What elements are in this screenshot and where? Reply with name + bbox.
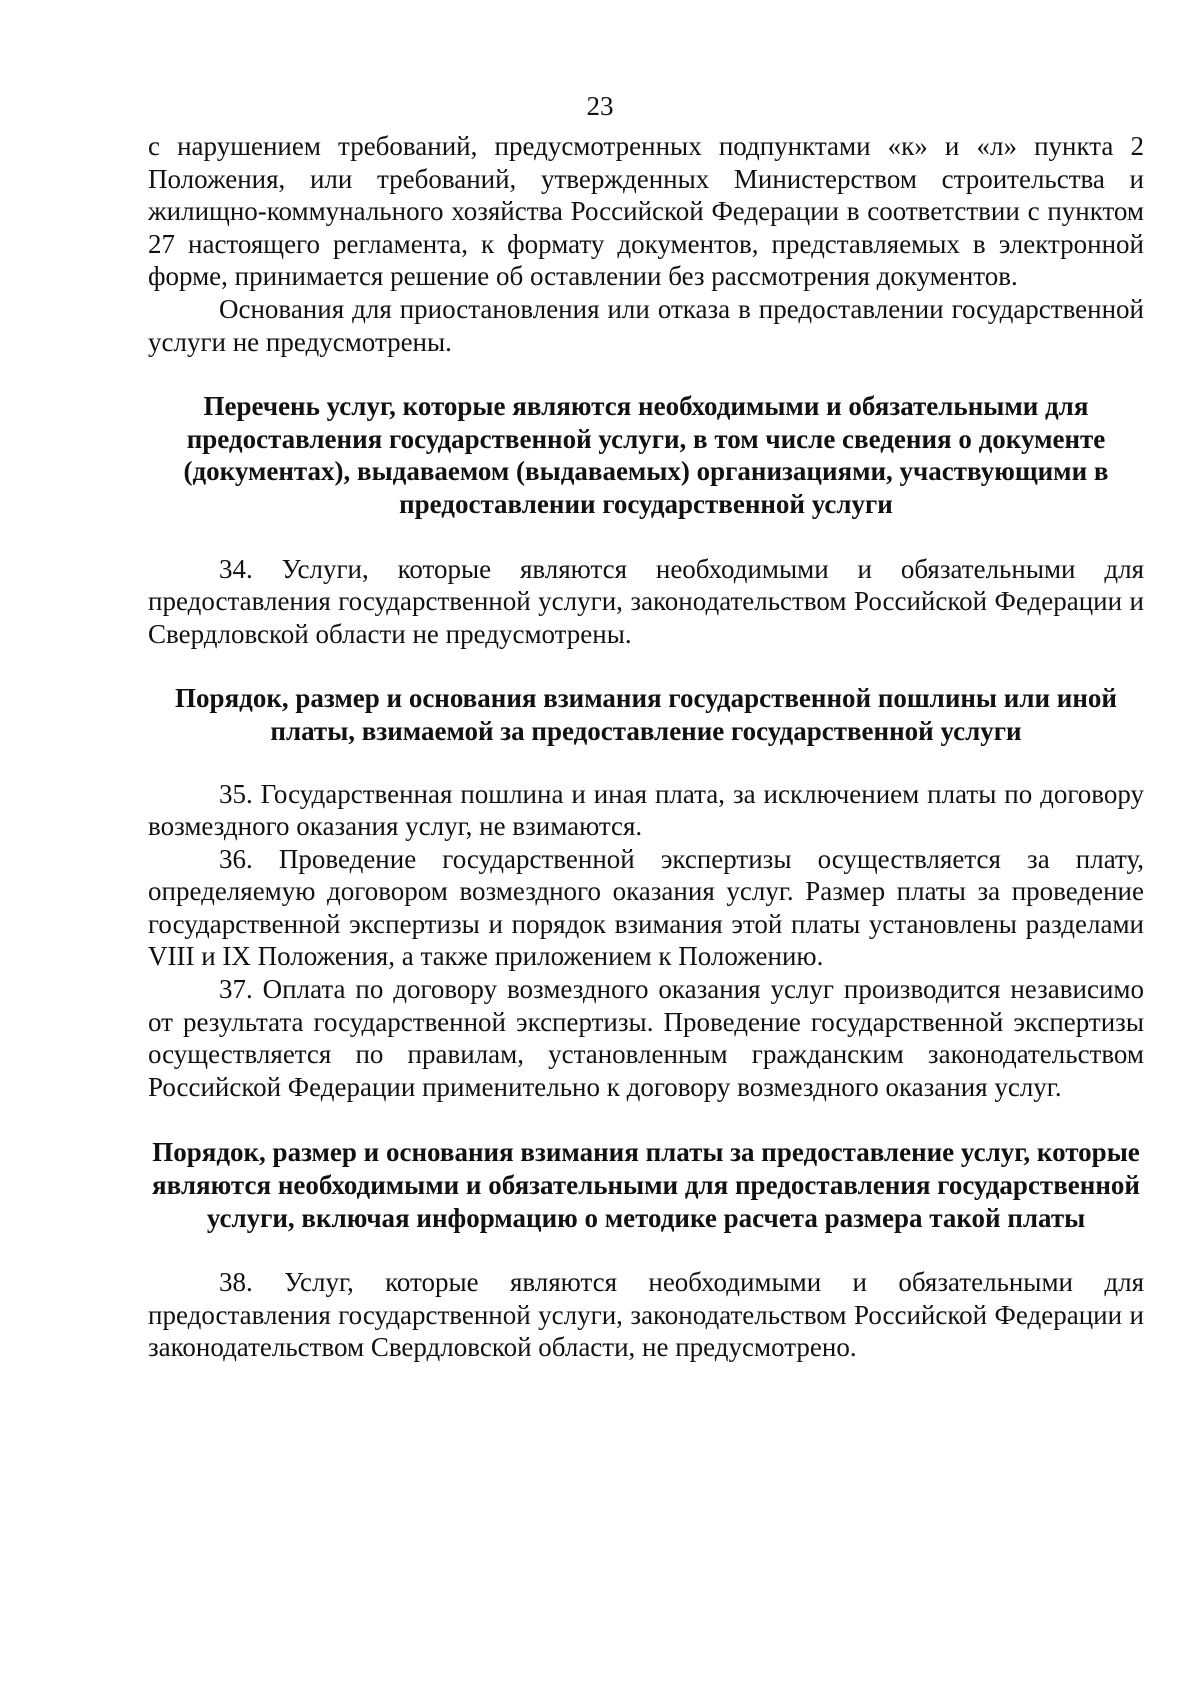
paragraph-grounds: Основания для приостановления или отказа в предоставлении государственной услуги не предусмотрены. (148, 293, 1144, 357)
spacer (148, 521, 1144, 553)
spacer (148, 358, 1144, 390)
document-body (148, 130, 1144, 1364)
paragraph-38: 38. Услуг, которые являются необходимыми и обязательными для предоставления государственной услуги, законодательством Российской Федерации и законодательством Свердловской области, не предусмотрено. (148, 1267, 1144, 1363)
section-heading-services-list: Перечень услуг, которые являются необходимыми и обязательными для предоставления государственной услуги, в том числе сведения о документе (документах), выдаваемом (выдаваемых) организациями, участвующими в предоставлении государственной услуги (183, 391, 1109, 519)
page-number: 23 (586, 91, 614, 121)
spacer (148, 1234, 1144, 1266)
paragraph-continuation: с нарушением требований, предусмотренных подпунктами «к» и «л» пункта 2 Положения, или требований, утвержденных Министерством строительства и жилищно-коммунального хозяйства Российской Федерации в соответствии с пунктом 27 настоящего регламента, к формату документов, представляемых в электронной форме, принимается решение об оставлении без рассмотрения документов. (148, 131, 1144, 292)
section-heading-state-duty: Порядок, размер и основания взимания государственной пошлины или иной платы, взимаемой за предоставление государственной услуги (175, 683, 1117, 746)
section-heading-service-fees: Порядок, размер и основания взимания платы за предоставление услуг, которые являются необходимыми и обязательными для предоставления государственной услуги, включая информацию о методике расчета размера такой платы (152, 1137, 1140, 1233)
paragraph-37: 37. Оплата по договору возмездного оказания услуг производится независимо от результата государственной экспертизы. Проведение государственной экспертизы осуществляется по правилам, установленным гражданским законодательством Российской Федерации применительно к договору возмездного оказания услуг. (148, 974, 1144, 1102)
spacer (148, 1103, 1144, 1136)
paragraph-36: 36. Проведение государственной экспертизы осуществляется за плату, определяемую договором возмездного оказания услуг. Размер платы за проведение государственной экспертизы и порядок взимания этой платы установлены разделами VIII и IX Положения, а также приложением к Положению. (148, 843, 1144, 972)
paragraph-34: 34. Услуги, которые являются необходимыми и обязательными для предоставления государственной услуги, законодательством Российской Федерации и Свердловской области не предусмотрены. (148, 553, 1144, 649)
spacer (148, 748, 1144, 778)
spacer (148, 650, 1144, 682)
paragraph-35: 35. Государственная пошлина и иная плата, за исключением платы по договору возмездного оказания услуг, не взимаются. (148, 778, 1144, 842)
